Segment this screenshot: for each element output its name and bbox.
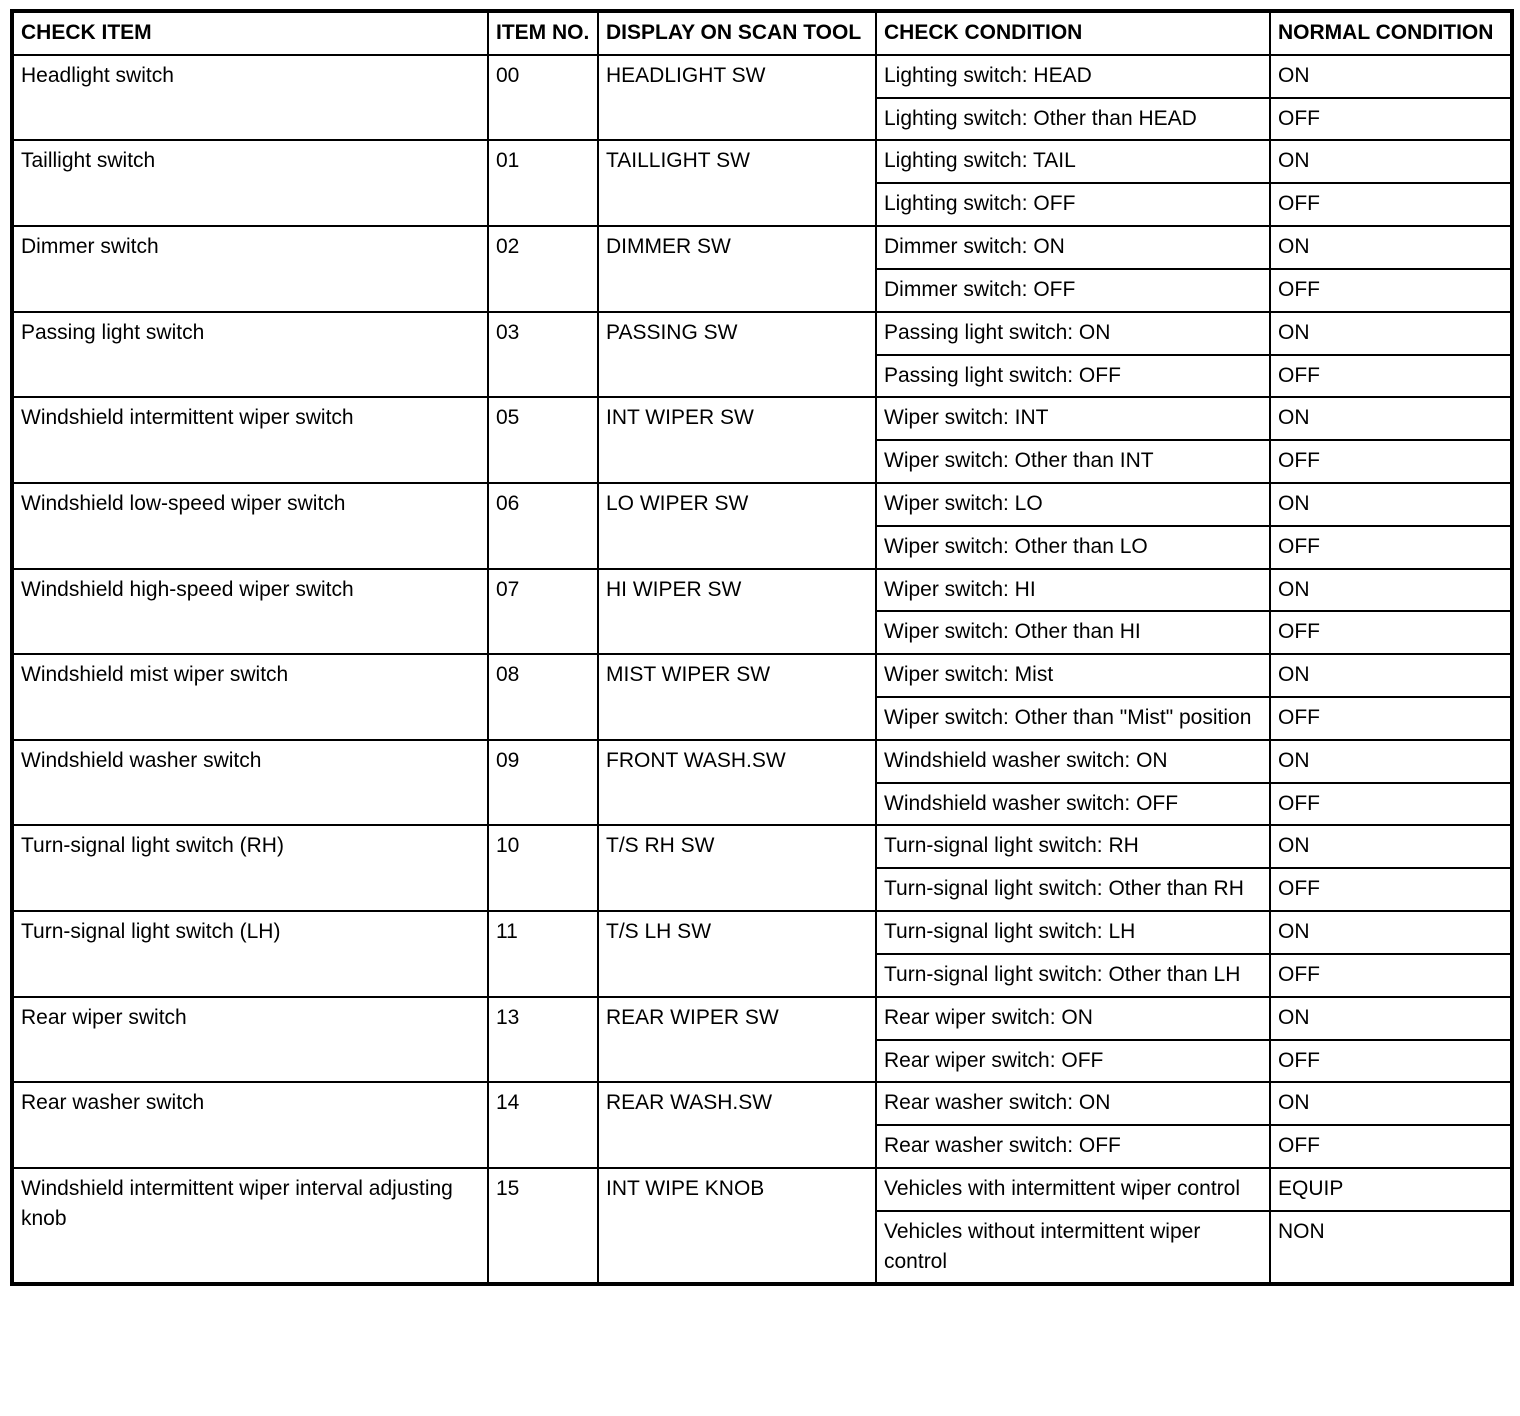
item-no-cell: 11 (488, 911, 598, 997)
normal-condition-cell: ON (1270, 825, 1512, 868)
check-item-cell: Turn-signal light switch (LH) (12, 911, 488, 997)
item-no-cell: 08 (488, 654, 598, 740)
display-on-scan-tool-cell: FRONT WASH.SW (598, 740, 876, 826)
normal-condition-cell: ON (1270, 997, 1512, 1040)
check-item-cell: Turn-signal light switch (RH) (12, 825, 488, 911)
item-no-cell: 07 (488, 569, 598, 655)
check-condition-cell: Wiper switch: INT (876, 397, 1270, 440)
normal-condition-cell: OFF (1270, 868, 1512, 911)
check-item-cell: Windshield intermittent wiper switch (12, 397, 488, 483)
table-row (12, 312, 1512, 355)
normal-condition-cell: OFF (1270, 98, 1512, 141)
check-condition-cell: Dimmer switch: OFF (876, 269, 1270, 312)
table-row (12, 140, 1512, 183)
check-condition-cell: Windshield washer switch: ON (876, 740, 1270, 783)
check-condition-cell: Lighting switch: OFF (876, 183, 1270, 226)
table-row (12, 997, 1512, 1040)
check-condition-cell: Wiper switch: HI (876, 569, 1270, 612)
display-on-scan-tool-cell: HI WIPER SW (598, 569, 876, 655)
item-no-cell: 03 (488, 312, 598, 398)
table-row (12, 569, 1512, 612)
item-no-cell: 00 (488, 55, 598, 141)
normal-condition-cell: ON (1270, 226, 1512, 269)
display-on-scan-tool-cell: DIMMER SW (598, 226, 876, 312)
item-no-cell: 14 (488, 1082, 598, 1168)
check-condition-cell: Windshield washer switch: OFF (876, 783, 1270, 826)
check-condition-cell: Rear washer switch: ON (876, 1082, 1270, 1125)
header-row (12, 11, 1512, 55)
table-body (12, 55, 1512, 1285)
check-condition-cell: Turn-signal light switch: Other than RH (876, 868, 1270, 911)
normal-condition-cell: ON (1270, 740, 1512, 783)
check-item-cell: Windshield mist wiper switch (12, 654, 488, 740)
display-on-scan-tool-cell: LO WIPER SW (598, 483, 876, 569)
check-condition-cell: Turn-signal light switch: Other than LH (876, 954, 1270, 997)
table-row (12, 55, 1512, 98)
table-row (12, 911, 1512, 954)
check-item-cell: Rear wiper switch (12, 997, 488, 1083)
display-on-scan-tool-cell: T/S RH SW (598, 825, 876, 911)
normal-condition-cell: OFF (1270, 440, 1512, 483)
item-no-cell: 10 (488, 825, 598, 911)
display-on-scan-tool-cell: T/S LH SW (598, 911, 876, 997)
item-no-cell: 02 (488, 226, 598, 312)
check-item-cell: Dimmer switch (12, 226, 488, 312)
check-condition-cell: Wiper switch: Mist (876, 654, 1270, 697)
check-item-cell: Taillight switch (12, 140, 488, 226)
check-condition-cell: Turn-signal light switch: RH (876, 825, 1270, 868)
normal-condition-cell: ON (1270, 55, 1512, 98)
display-on-scan-tool-cell: REAR WASH.SW (598, 1082, 876, 1168)
table-row (12, 1168, 1512, 1211)
check-condition-cell: Turn-signal light switch: LH (876, 911, 1270, 954)
check-item-cell: Windshield intermittent wiper interval adjusting knob (12, 1168, 488, 1284)
normal-condition-cell: ON (1270, 140, 1512, 183)
item-no-cell: 15 (488, 1168, 598, 1284)
item-no-cell: 05 (488, 397, 598, 483)
check-item-table (10, 9, 1514, 1286)
table-row (12, 483, 1512, 526)
normal-condition-cell: NON (1270, 1211, 1512, 1285)
check-condition-cell: Wiper switch: LO (876, 483, 1270, 526)
normal-condition-cell: ON (1270, 1082, 1512, 1125)
table-row (12, 654, 1512, 697)
header-cell-0: CHECK ITEM (12, 11, 488, 55)
item-no-cell: 06 (488, 483, 598, 569)
table-row (12, 397, 1512, 440)
normal-condition-cell: EQUIP (1270, 1168, 1512, 1211)
normal-condition-cell: ON (1270, 483, 1512, 526)
check-condition-cell: Lighting switch: Other than HEAD (876, 98, 1270, 141)
display-on-scan-tool-cell: INT WIPER SW (598, 397, 876, 483)
normal-condition-cell: OFF (1270, 611, 1512, 654)
check-condition-cell: Dimmer switch: ON (876, 226, 1270, 269)
normal-condition-cell: OFF (1270, 1125, 1512, 1168)
check-condition-cell: Wiper switch: Other than "Mist" position (876, 697, 1270, 740)
check-condition-cell: Rear washer switch: OFF (876, 1125, 1270, 1168)
check-condition-cell: Wiper switch: Other than INT (876, 440, 1270, 483)
normal-condition-cell: ON (1270, 312, 1512, 355)
check-condition-cell: Rear wiper switch: OFF (876, 1040, 1270, 1083)
header-cell-1: ITEM NO. (488, 11, 598, 55)
check-condition-cell: Wiper switch: Other than LO (876, 526, 1270, 569)
normal-condition-cell: OFF (1270, 783, 1512, 826)
table-row (12, 1082, 1512, 1125)
normal-condition-cell: OFF (1270, 269, 1512, 312)
item-no-cell: 01 (488, 140, 598, 226)
check-item-cell: Windshield high-speed wiper switch (12, 569, 488, 655)
table-row (12, 740, 1512, 783)
header-cell-3: CHECK CONDITION (876, 11, 1270, 55)
normal-condition-cell: OFF (1270, 954, 1512, 997)
normal-condition-cell: OFF (1270, 183, 1512, 226)
check-condition-cell: Lighting switch: TAIL (876, 140, 1270, 183)
check-item-cell: Windshield low-speed wiper switch (12, 483, 488, 569)
check-condition-cell: Rear wiper switch: ON (876, 997, 1270, 1040)
check-item-cell: Windshield washer switch (12, 740, 488, 826)
check-item-cell: Headlight switch (12, 55, 488, 141)
table-row (12, 825, 1512, 868)
display-on-scan-tool-cell: INT WIPE KNOB (598, 1168, 876, 1284)
check-item-cell: Rear washer switch (12, 1082, 488, 1168)
check-condition-cell: Passing light switch: ON (876, 312, 1270, 355)
normal-condition-cell: ON (1270, 397, 1512, 440)
normal-condition-cell: OFF (1270, 355, 1512, 398)
check-condition-cell: Vehicles without intermittent wiper control (876, 1211, 1270, 1285)
header-cell-4: NORMAL CONDITION (1270, 11, 1512, 55)
display-on-scan-tool-cell: TAILLIGHT SW (598, 140, 876, 226)
normal-condition-cell: ON (1270, 911, 1512, 954)
header-cell-2: DISPLAY ON SCAN TOOL (598, 11, 876, 55)
display-on-scan-tool-cell: REAR WIPER SW (598, 997, 876, 1083)
table-row (12, 226, 1512, 269)
check-condition-cell: Passing light switch: OFF (876, 355, 1270, 398)
display-on-scan-tool-cell: MIST WIPER SW (598, 654, 876, 740)
normal-condition-cell: OFF (1270, 1040, 1512, 1083)
normal-condition-cell: ON (1270, 569, 1512, 612)
display-on-scan-tool-cell: PASSING SW (598, 312, 876, 398)
check-item-cell: Passing light switch (12, 312, 488, 398)
check-condition-cell: Lighting switch: HEAD (876, 55, 1270, 98)
check-condition-cell: Vehicles with intermittent wiper control (876, 1168, 1270, 1211)
normal-condition-cell: ON (1270, 654, 1512, 697)
check-condition-cell: Wiper switch: Other than HI (876, 611, 1270, 654)
item-no-cell: 09 (488, 740, 598, 826)
normal-condition-cell: OFF (1270, 526, 1512, 569)
display-on-scan-tool-cell: HEADLIGHT SW (598, 55, 876, 141)
normal-condition-cell: OFF (1270, 697, 1512, 740)
item-no-cell: 13 (488, 997, 598, 1083)
